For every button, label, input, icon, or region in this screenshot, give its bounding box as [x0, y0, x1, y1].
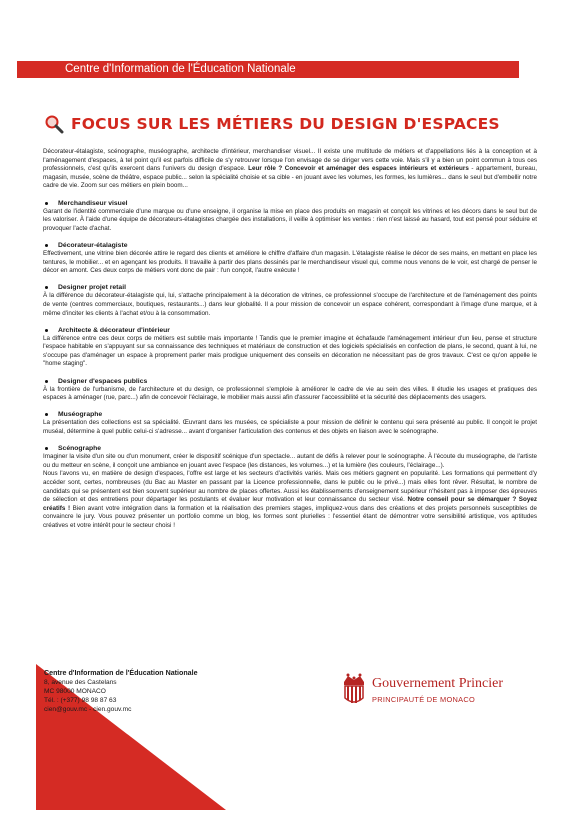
footer-org: Centre d'Information de l'Éducation Nationale: [44, 669, 198, 677]
section-scenographe: [43, 444, 537, 470]
footer-phone: Tél. : (+377) 98 98 87 63: [44, 697, 117, 704]
section-espaces-publics: [43, 377, 537, 403]
section-text: Imaginer la visite d'un site ou d'un monument, créer le dispositif scénique d'un spectacle... autant de défis à relever pour le scénographe. À l'écoute du muséographe, de l'artiste ou du metteur en scène, il conçoit une ambiance en jouant avec l'espace (les distances, les volumes...) et la lumière (les couleurs, l'éclairage...).: [43, 453, 537, 469]
page-title: FOCUS SUR LES MÉTIERS DU DESIGN D'ESPACES: [71, 115, 500, 133]
section-merchandiseur: [43, 199, 537, 234]
closing-text-end: Bien avant votre intégration dans la formation et la réalisation des premiers stages, impliquez-vous dans des créations et des projets personnels susceptibles de convaincre le jury. Vous pouvez présenter un portfolio comme un blog, les formes sont plurielles : l'essentiel étant de démontrer votre sensibilité artistique, vos aptitudes créatives et votre intérêt pour le secteur choisi !: [43, 504, 538, 529]
intro-paragraph: [43, 148, 537, 191]
bullet-icon: [45, 447, 48, 450]
closing-bold: Notre conseil pour se démarquer ? Soyez créatifs !: [43, 496, 537, 512]
section-text: La présentation des collections est sa spécialité. Œuvrant dans les musées, ce spécialiste a pour mission de définir le contenu qui sera présenté au public. Il conçoit le projet muséal, détermine à quel public celui-ci s'adresse... avant d'organiser l'articulation des contenus et des objets en liaison avec le scénographe.: [43, 419, 537, 436]
section-text: À la frontière de l'urbanisme, de l'architecture et du design, ce professionnel s'emploie à améliorer le cadre de vie au sein des villes. Il étudie les usages et pratiques des espaces à aménager (rue, parc...) afin de concevoir l'éclairage, le mobilier mais aussi afin d'assurer l'accessibilité et la sécurité des déplacements des usagers.: [43, 385, 537, 402]
footer-contact-link[interactable]: cien@gouv.mc - cien.gouv.mc: [44, 706, 132, 713]
bullet-icon: [45, 380, 48, 383]
footer-contact: [44, 669, 204, 714]
section-title: Architecte & décorateur d'intérieur: [43, 326, 537, 335]
bullet-icon: [45, 413, 48, 416]
bullet-icon: [45, 329, 48, 332]
section-text: À la différence du décorateur-étalagiste qui, lui, s'attache principalement à la décoration de vitrines, ce professionnel s'occupe de l'architecture et de l'aménagement des points de vente (centres commerciaux, boutiques, restaurants...) dans leur globalité. Il a pour mission de concevoir un espace cohérent, correspondant à l'image d'une marque, et à même d'inciter les clients à l'achat et/ou à la consommation.: [43, 292, 537, 317]
intro-bold: Leur rôle ? Concevoir et aménager des espaces intérieurs et extérieurs: [248, 165, 469, 173]
closing-paragraph: [43, 470, 537, 530]
section-decorateur: [43, 241, 537, 276]
bullet-icon: [45, 286, 48, 289]
intro-text: Décorateur-étalagiste, scénographe, muséographe, architecte d'intérieur, merchandiser visuel... Il existe une multitude de métiers et d'appellations liés à la conception et à l'aménagement d'espaces, à tel point qu'il est parfois difficile de s'y retrouver lorsque l'on envisage de se diriger vers cette voie. Mais s'il y a bien un point commun à tous ces professionnels, c'est qu'ils exercent dans l'univers du design d'espace.: [43, 148, 537, 173]
closing-text: Nous l'avons vu, en matière de design d'espaces, l'offre est large et les secteurs d'activités variés. Mais ces métiers gagnent en popularité. Les formations qui permettent d'y accéder sont, certes, nombreuses (du Bac au Master en passant par la Licence professionnelle, dans le public ou le privé...) mais elles font rêver. Résultat, le nombre de candidats qui se présentent est bien souvent supérieur au nombre de places offertes. Aussi les établissements d'enseignement supérieur n'hésitent pas à imposer des épreuves de sélection et des entretiens pour départager les postulants et évaluer leur motivation et leur connaissance du secteur visé.: [43, 470, 537, 504]
section-title: Muséographe: [43, 410, 537, 419]
header-banner: [17, 61, 519, 78]
section-museographe: [43, 410, 537, 436]
title-row: [44, 112, 500, 136]
section-title: Designer d'espaces publics: [43, 377, 537, 386]
footer-address1: 8, avenue des Castelans: [44, 679, 117, 686]
section-designer-retail: [43, 283, 537, 318]
section-text: Garant de l'identité commerciale d'une marque ou d'une enseigne, il organise la mise en place des produits en magasin et conçoit les vitrines et les décors dans le seul but de les valoriser. À l'aide d'une équipe de décorateurs-étalagistes chargée des installations, il veille à optimiser les ventes : rien n'est laissé au hasard, tout est pensé pour séduire et provoquer l'acte d'achat.: [43, 207, 537, 232]
gov-subtitle: PRINCIPAUTÉ DE MONACO: [372, 695, 476, 704]
section-architecte: [43, 326, 537, 369]
bullet-icon: [45, 244, 48, 247]
header-banner-text: Centre d'Information de l'Éducation Nationale: [65, 63, 296, 75]
bullet-icon: [45, 202, 48, 205]
section-text: La différence entre ces deux corps de métiers est subtile mais importante ! Tandis que le premier imagine et échafaude l'aménagement intérieur d'un lieu, pense et structure l'espace habitable en s'appuyant sur sa connaissance des techniques et matériaux de construction et des logiciels spécialisés en confection de plans, le second, quant à lui, ne s'occupe pas d'aménager un espace à proprement parler mais prodigue uniquement des conseils en décoration ne nécessitant pas de gros travaux. C'est ce qu'on appelle le "home staging".: [43, 334, 537, 368]
footer-address2: MC 98000 MONACO: [44, 688, 106, 695]
section-title: Décorateur-étalagiste: [43, 241, 537, 250]
intro-text-end: - appartement, bureau, magasin, musée, scène de théâtre, espace public... selon la spécialité choisie et sa cible - en jouant avec les volumes, les formes, les lumières... dans le seul but d'embellir notre cadre de vie. Zoom sur ces métiers en plein boom...: [43, 165, 538, 190]
article-body: [43, 148, 537, 531]
section-title: Designer projet retail: [43, 283, 537, 292]
section-title: Merchandiseur visuel: [43, 199, 537, 208]
monaco-crown-icon: [340, 672, 368, 708]
gov-logo: [336, 670, 548, 710]
gov-name: Gouvernement Princier: [372, 676, 504, 691]
section-text: Effectivement, une vitrine bien décorée attire le regard des clients et améliore le chiffre d'affaire d'un magasin. L'étalagiste réalise le décor de ses mains, en mettant en place les tentures, le mobilier... et en agençant les produits. Il travaille à partir des plans dessinés par le merchandiseur visuel qui, comme nous venons de le voir, est chargé de penser le décor en amont. Ces deux corps de métiers vont donc de pair : l'un conçoit, l'autre exécute !: [43, 249, 537, 275]
section-title: Scénographe: [43, 444, 537, 453]
magnifier-icon: [44, 114, 64, 134]
